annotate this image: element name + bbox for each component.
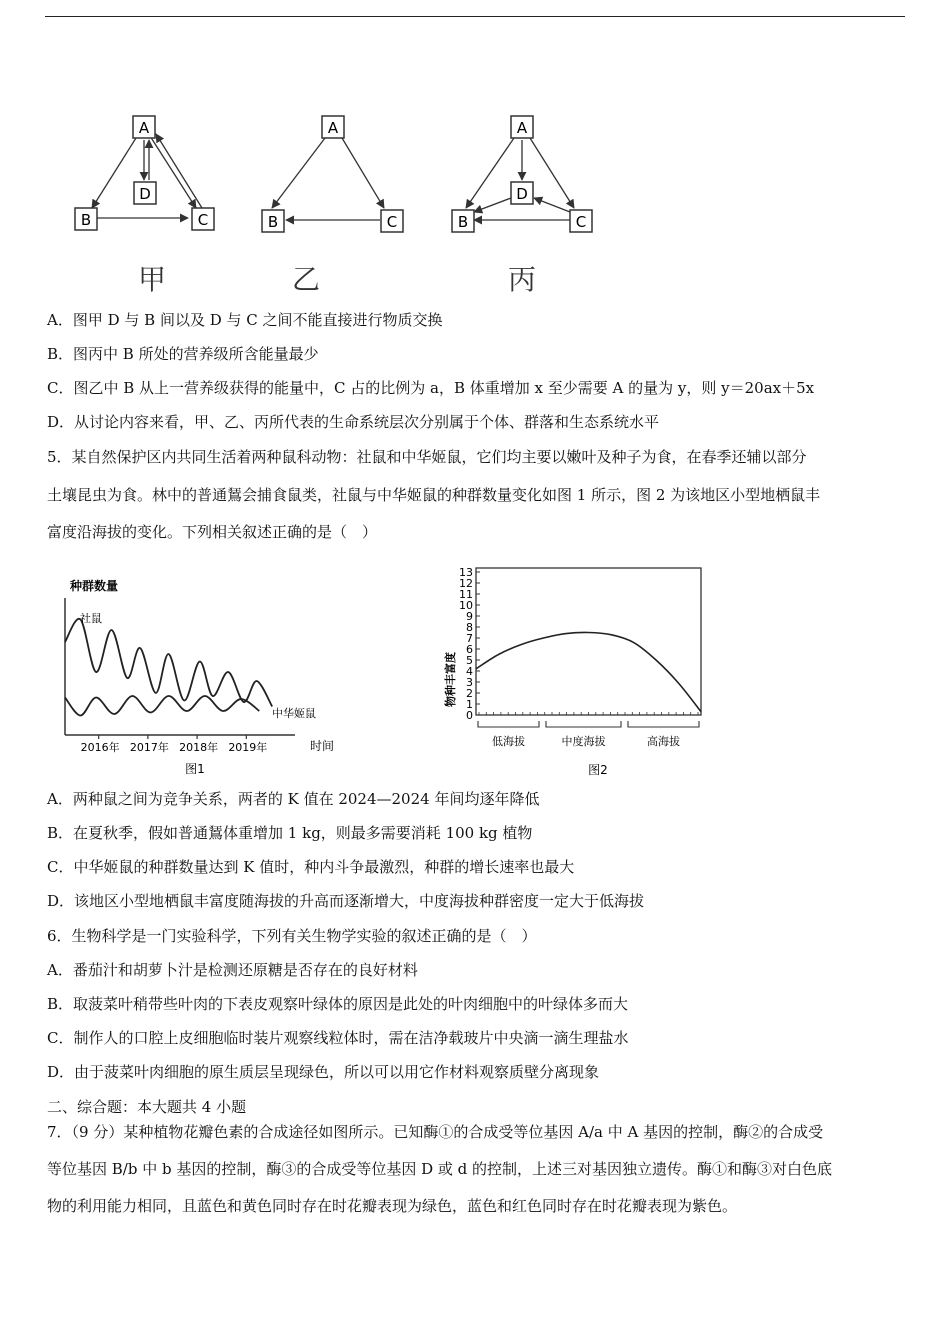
fig1-xlabel: 时间 xyxy=(310,739,335,753)
fig2-ylabel: 物种丰富度 xyxy=(444,652,457,707)
node-d: D xyxy=(139,185,151,203)
fig1-ylabel: 种群数量 xyxy=(70,579,119,593)
q7-line-1: 7．（9 分）某种植物花瓣色素的合成途径如图所示。已知酶①的合成受等位基因 A/a 中 A 基因的控制，酶②的合成受 xyxy=(47,1123,824,1141)
fig2-y-tick-label: 12 xyxy=(459,577,473,590)
fig1-series-label: 社鼠 xyxy=(80,612,102,625)
section-heading: 二、综合题：本大题共 4 小题 xyxy=(47,1098,247,1116)
food-web-diagrams xyxy=(60,100,620,250)
q5-option-d: D．该地区小型地栖鼠丰富度随海拔的升高而逐渐增大，中度海拔种群密度一定大于低海拔 xyxy=(47,892,645,910)
fig2-group-label: 低海拔 xyxy=(492,735,525,748)
fig1-x-tick-label: 2018年 xyxy=(179,741,219,754)
q5-option-a: A．两种鼠之间为竞争关系，两者的 K 值在 2024—2024 年间均逐年降低 xyxy=(47,790,540,808)
diagram-label-jia: 甲 xyxy=(138,263,167,296)
q4-option-a: A．图甲 D 与 B 间以及 D 与 C 之间不能直接进行物质交换 xyxy=(47,311,443,329)
fig1-title: 图1 xyxy=(185,762,205,776)
fig2-y-tick-label: 3 xyxy=(466,676,473,689)
node-c: C xyxy=(197,211,209,229)
q7-line-3: 物的利用能力相同，且蓝色和黄色同时存在时花瓣表现为绿色，蓝色和红色同时存在时花瓣表现为紫色。 xyxy=(47,1197,738,1215)
q6-option-a: A．番茄汁和胡萝卜汁是检测还原糖是否存在的良好材料 xyxy=(47,961,418,979)
figure-2-richness-chart xyxy=(438,562,718,782)
fig1-series-line xyxy=(65,619,272,707)
q4-option-d: D．从讨论内容来看，甲、乙、丙所代表的生命系统层次分别属于个体、群落和生态系统水平 xyxy=(47,413,660,431)
fig2-group-label: 高海拔 xyxy=(647,735,680,748)
diagram-label-bing: 丙 xyxy=(508,263,537,296)
q4-option-c: C．图乙中 B 从上一营养级获得的能量中，C 占的比例为 a，B 体重增加 x 至少需要 A 的量为 y，则 y＝20ax＋5x xyxy=(47,379,815,397)
diagram-label-yi: 乙 xyxy=(292,263,321,296)
header-rule xyxy=(45,16,905,17)
diagram-yi xyxy=(272,138,384,220)
q4-option-b: B．图丙中 B 所处的营养级所含能量最少 xyxy=(47,345,319,363)
fig2-y-tick-label: 6 xyxy=(466,643,473,656)
node-b: B xyxy=(457,213,469,231)
node-a: A xyxy=(327,119,339,137)
fig2-y-tick-label: 1 xyxy=(466,698,473,711)
diagram-yi-nodes xyxy=(262,116,403,232)
fig1-x-tick-label: 2016年 xyxy=(80,741,120,754)
q6-option-c: C．制作人的口腔上皮细胞临时装片观察线粒体时，需在洁净载玻片中央滴一滴生理盐水 xyxy=(47,1029,629,1047)
diagram-bing xyxy=(466,138,574,220)
node-a: A xyxy=(138,119,150,137)
fig1-x-tick-label: 2019年 xyxy=(228,741,268,754)
fig2-y-tick-label: 4 xyxy=(466,665,473,678)
q5-stem-line-1: 5．某自然保护区内共同生活着两种鼠科动物：社鼠和中华姬鼠，它们均主要以嫩叶及种子为食，在春季还辅以部分 xyxy=(47,448,807,466)
fig2-y-tick-label: 2 xyxy=(466,687,473,700)
fig2-group-label: 中度海拔 xyxy=(561,735,606,748)
fig2-y-tick-label: 11 xyxy=(459,588,473,601)
fig2-y-tick-label: 7 xyxy=(466,632,473,645)
q5-option-b: B．在夏秋季，假如普通鵟体重增加 1 kg，则最多需要消耗 100 kg 植物 xyxy=(47,824,533,842)
node-b: B xyxy=(267,213,279,231)
fig2-group-bracket xyxy=(628,721,699,727)
node-c: C xyxy=(575,213,587,231)
fig1-series-line xyxy=(65,696,259,716)
fig2-y-tick-label: 0 xyxy=(466,709,473,722)
q5-stem-line-2: 土壤昆虫为食。林中的普通鵟会捕食鼠类，社鼠与中华姬鼠的种群数量变化如图 1 所示，图 2 为该地区小型地栖鼠丰 xyxy=(47,486,821,504)
q6-option-b: B．取菠菜叶稍带些叶肉的下表皮观察叶绿体的原因是此处的叶肉细胞中的叶绿体多而大 xyxy=(47,995,629,1013)
node-d: D xyxy=(516,185,528,203)
q6-stem: 6．生物科学是一门实验科学，下列有关生物学实验的叙述正确的是（ ） xyxy=(47,927,537,945)
fig2-richness-curve xyxy=(476,632,701,711)
q5-option-c: C．中华姬鼠的种群数量达到 K 值时，种内斗争最激烈，种群的增长速率也最大 xyxy=(47,858,575,876)
fig1-x-tick-label: 2017年 xyxy=(129,741,169,754)
fig2-group-bracket xyxy=(478,721,539,727)
fig2-group-bracket xyxy=(546,721,621,727)
fig2-y-tick-label: 13 xyxy=(459,566,473,579)
diagram-jia xyxy=(92,134,202,218)
q7-line-2: 等位基因 B/b 中 b 基因的控制，酶③的合成受等位基因 D 或 d 的控制，上述三对基因独立遗传。酶①和酶③对白色底 xyxy=(47,1160,833,1178)
node-c: C xyxy=(386,213,398,231)
fig2-y-tick-label: 9 xyxy=(466,610,473,623)
fig2-title: 图2 xyxy=(588,763,608,777)
node-b: B xyxy=(80,211,92,229)
q6-option-d: D．由于菠菜叶肉细胞的原生质层呈现绿色，所以可以用它作材料观察质壁分离现象 xyxy=(47,1063,600,1081)
figure-1-population-chart xyxy=(50,570,350,780)
fig2-y-tick-label: 8 xyxy=(466,621,473,634)
fig2-plot-frame xyxy=(476,568,701,715)
fig2-y-tick-label: 10 xyxy=(459,599,473,612)
node-a: A xyxy=(516,119,528,137)
q5-stem-line-3: 富度沿海拔的变化。下列相关叙述正确的是（ ） xyxy=(47,523,378,541)
fig1-series-label: 中华姬鼠 xyxy=(272,707,316,720)
fig2-y-tick-label: 5 xyxy=(466,654,473,667)
